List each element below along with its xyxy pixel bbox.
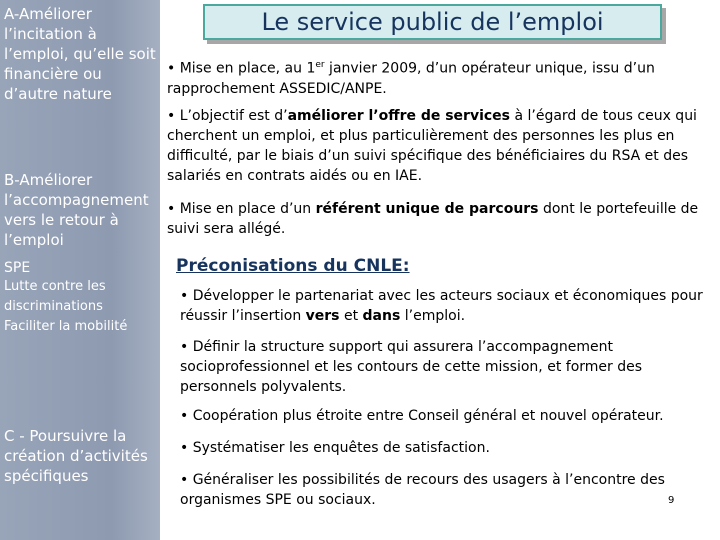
sidebar: [0, 0, 160, 540]
title-box: [203, 4, 662, 40]
spe-item-mobilite: Faciliter la mobilité: [4, 319, 128, 334]
recommendations-title: Préconisations du CNLE:: [176, 256, 410, 276]
sidebar-section-a: A-Améliorer l’incitation à l’emploi, qu’elle soit financière ou d’autre nature: [4, 5, 156, 103]
bullet-objectif: • L’objectif est d’améliorer l’offre de services à l’égard de tous ceux qui cherchent un emploi, et plus particulièrement des personnes les plus en difficulté, par le biais d’un suivi spécifique des bénéficiaires du RSA et des salariés en contrats aidés ou en IAE.: [167, 108, 697, 184]
bullet-operateur-unique: • Mise en place, au 1er janvier 2009, d’un opérateur unique, issu d’un rapprochement ASSEDIC/ANPE.: [167, 60, 655, 97]
spe-title: SPE: [4, 260, 31, 276]
page-title: Le service public de l’emploi: [261, 8, 604, 36]
sidebar-section-c: C - Poursuivre la création d’activités spécifiques: [4, 427, 148, 485]
sidebar-section-b: B-Améliorer l’accompagnement vers le retour à l’emploi: [4, 171, 149, 249]
bullet-referent: • Mise en place d’un référent unique de parcours dont le portefeuille de suivi sera allégé.: [167, 201, 699, 237]
reco-partenariat: • Développer le partenariat avec les acteurs sociaux et économiques pour réussir l’insertion vers et dans l’emploi.: [180, 288, 703, 324]
reco-structure-support: • Définir la structure support qui assurera l’accompagnement socioprofessionnel et les contours de cette mission, et former des personnels polyvalents.: [180, 339, 643, 395]
reco-enquetes: • Systématiser les enquêtes de satisfaction.: [180, 440, 490, 456]
sidebar-spe: [4, 259, 160, 337]
spe-item-discriminations: Lutte contre les discriminations: [4, 279, 106, 314]
page-number: 9: [668, 495, 675, 506]
sidebar-divider: [160, 0, 162, 540]
reco-recours: • Généraliser les possibilités de recours des usagers à l’encontre des organismes SPE ou sociaux.: [180, 472, 665, 508]
reco-cooperation: • Coopération plus étroite entre Conseil général et nouvel opérateur.: [180, 408, 664, 424]
